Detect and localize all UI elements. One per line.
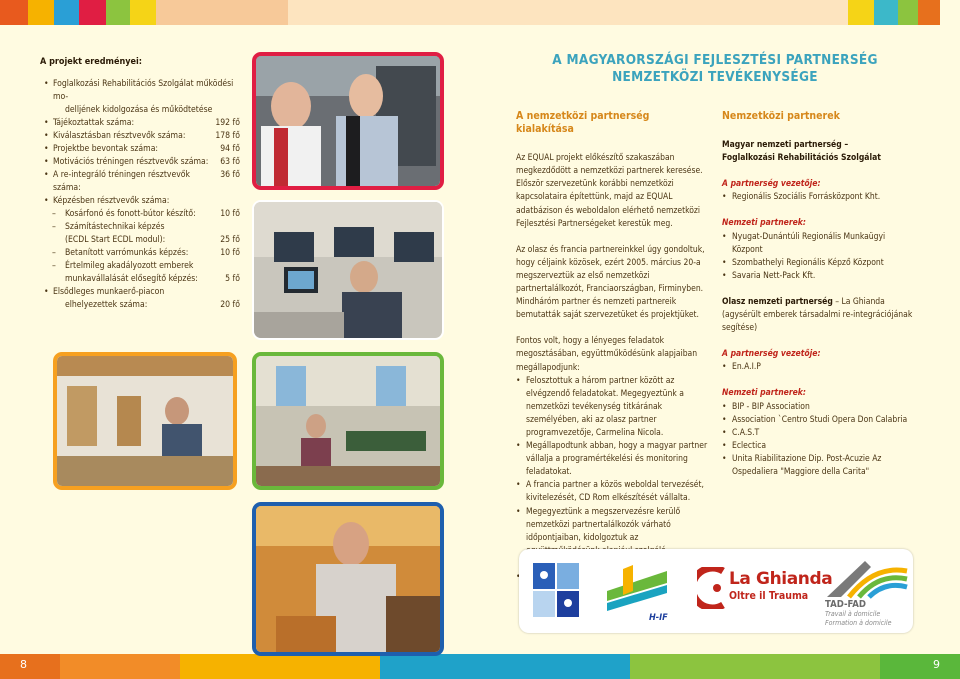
result-label: • A re-integráló tréningen résztvevők száma: — [53, 170, 190, 193]
hu-national-item: • Savaria Nett-Pack Kft. — [722, 270, 914, 283]
it-lead-list — [722, 361, 914, 374]
result-item — [40, 156, 240, 169]
result-item — [40, 208, 240, 221]
result-value: 36 fő — [220, 170, 240, 180]
puzzle-logo — [531, 561, 583, 621]
result-item — [40, 78, 240, 104]
photo-basket-weaving — [53, 352, 237, 490]
result-label: • Foglalkozási Rehabilitációs Szolgálat működési mo- — [53, 79, 234, 102]
it-national-label: Nemzeti partnerek: — [722, 388, 806, 399]
hu-national-item: • Nyugat-Dunántúli Regionális Munkaügyi Központ — [722, 231, 914, 257]
result-label: delljének kidolgozása és működtetése — [65, 105, 213, 115]
tadfad-name: TAD-FAD — [825, 599, 866, 610]
tadfad-line1: Travail à domicile — [825, 610, 881, 618]
agreement-item: • Megegyeztünk a megszervezésre kerülő nemzetközi partnertalálkozók várható időpontjaiban, kidolgoztuk az — [516, 506, 708, 571]
result-item — [40, 143, 240, 156]
laghianda-mark — [697, 567, 727, 609]
it-national-item: • Unita Riabilitazione Dip. Post-Acuzie Az Ospedaliera "Maggiore della Carita" — [722, 453, 914, 479]
hu-national-label: Nemzeti partnerek: — [722, 218, 806, 229]
result-item — [40, 260, 240, 273]
formation-paragraph-2: Az olasz és francia partnereinkkel úgy gondoltuk, hogy céljaink közösek, ezért 2005. március 20-a megszerveztük az első nemzetközi partnertalálkozót, Franciaországban, Firminyben. Mindháróm partner és nemzeti partnereik bemutatták saját szervezetüket és projektjüket. — [516, 244, 705, 321]
result-value: 10 fő — [220, 248, 240, 258]
photo-cleaning-image — [256, 506, 440, 652]
partnership-formation-column — [516, 110, 708, 623]
international-partners-column — [722, 110, 914, 479]
result-item — [40, 195, 240, 208]
result-label: – Betanított varrómunkás képzés: — [65, 248, 189, 258]
page-number-left: 8 — [20, 658, 27, 671]
result-item — [40, 286, 240, 299]
result-item — [40, 247, 240, 260]
page-number-right: 9 — [933, 658, 940, 671]
title-line2: NEMZETKÖZI TEVÉKENYSÉGE — [612, 69, 818, 85]
main-title — [520, 52, 910, 86]
photo-cooking-image — [256, 56, 440, 186]
laghianda-tagline: Oltre il Trauma — [729, 590, 809, 602]
result-label: elhelyezettek száma: — [65, 300, 148, 310]
result-label: • Képzésben résztvevők száma: — [53, 196, 170, 206]
result-label: • Tájékoztattak száma: — [53, 118, 135, 128]
photo-computer-room — [252, 200, 444, 340]
result-item — [40, 234, 240, 247]
result-value: 192 fő — [215, 118, 240, 128]
it-partnership-rest: – La Ghianda (agysérült emberek társadalmi re-integrációjának segítése) — [722, 296, 913, 334]
project-results — [40, 56, 240, 312]
it-lead-item: • En.A.I.P — [722, 361, 914, 374]
result-label: munkavállalását elősegítő képzés: — [65, 274, 198, 284]
results-list — [40, 78, 240, 312]
result-item — [40, 273, 240, 286]
it-partnership — [722, 296, 914, 335]
it-lead-label: A partnerség vezetője: — [722, 349, 821, 360]
results-title: A projekt eredményei: — [40, 57, 143, 67]
result-label: – Számítástechnikai képzés — [65, 222, 165, 232]
result-value: 63 fő — [220, 157, 240, 167]
partner-logo-bar — [519, 549, 913, 633]
result-value: 20 fő — [220, 300, 240, 310]
it-national-item: • Eclectica — [722, 440, 914, 453]
top-color-strip — [0, 0, 960, 25]
hu-lead-item: • Regionális Szociális Forrásközpont Kht. — [722, 191, 914, 204]
hu-national-list — [722, 231, 914, 283]
agreement-item: • Megállapodtunk abban, hogy a magyar partner vállalja a programértékelési és monitoring feladatokat. — [516, 440, 708, 479]
result-item — [40, 104, 240, 117]
result-label: • Motivációs tréningen résztvevők száma: — [53, 157, 209, 167]
bottom-color-strip — [0, 654, 960, 679]
result-value: 25 fő — [220, 235, 240, 245]
result-label: (ECDL Start ECDL modul): — [65, 235, 166, 245]
photo-sewing-room — [252, 352, 444, 490]
result-value: 5 fő — [225, 274, 240, 284]
hu-lead-label: A partnerség vezetője: — [722, 179, 821, 190]
formation-paragraph-1: Az EQUAL projekt előkészítő szakaszában megkezdődött a nemzetközi partnerek keresése. Először szervezetünk korábbi nemzetközi kapcsolataira építettünk, majd az EQUAL adatbázison és weboldalon elérhető nemzetközi Fejlesztési Partnerségeket kerestük meg. — [516, 153, 703, 229]
formation-paragraph-3: Fontos volt, hogy a lényeges feladatok megosztásában, együttműködésünk alapjaiban megállapodjunk: — [516, 336, 698, 373]
result-label: • Projektbe bevontak száma: — [53, 144, 159, 154]
it-national-list — [722, 401, 914, 480]
it-national-item: • BIP - BIP Association — [722, 401, 914, 414]
formation-heading: A nemzetközi partnerség kialakítása — [516, 110, 650, 136]
tadfad-mark — [819, 557, 909, 599]
agreement-item: • Felosztottuk a három partner között az elvégzendő feladatokat. Megegyeztünk a nemzetközi tevékenység titkárának személyében, aki az olasz partner programvezetője, Carmelina Nicola. — [516, 375, 708, 440]
photo-computer-image — [254, 202, 442, 338]
result-value: 10 fő — [220, 209, 240, 219]
result-value: 178 fő — [215, 131, 240, 141]
tadfad-line2: Formation à domicile — [825, 619, 892, 627]
hu-partnership-line2: Foglalkozási Rehabilitációs Szolgálat — [722, 153, 881, 164]
result-label: • Elsődleges munkaerő-piacon — [53, 287, 165, 297]
agreement-item: • A francia partner a közös weboldal tervezését, kivitelezését, CD Rom elkészítését vállalta. — [516, 479, 708, 505]
it-national-item: • Association `Centro Studi Opera Don Calabria — [722, 414, 914, 427]
result-value: 94 fő — [220, 144, 240, 154]
it-national-item: • C.A.S.T — [722, 427, 914, 440]
result-item — [40, 117, 240, 130]
result-label: – Értelmileg akadályozott emberek — [65, 261, 194, 271]
result-item — [40, 130, 240, 143]
hu-national-item: • Szombathelyi Regionális Képző Központ — [722, 257, 914, 270]
result-label: • Kiválasztásban résztvevők száma: — [53, 131, 186, 141]
result-label: – Kosárfonó és fonott-bútor készítő: — [65, 209, 196, 219]
photo-sewing-image — [256, 356, 440, 486]
result-item — [40, 221, 240, 234]
laghianda-name: La Ghianda — [729, 569, 833, 589]
photo-cleaning — [252, 502, 444, 656]
partners-heading: Nemzetközi partnerek — [722, 110, 840, 122]
it-partnership-bold: Olasz nemzeti partnerség — [722, 296, 833, 307]
hu-partnership-line1: Magyar nemzeti partnerség – — [722, 140, 849, 151]
hif-logo-text: H-IF — [649, 613, 668, 623]
photo-weaving-image — [57, 356, 233, 486]
hu-lead-list — [722, 191, 914, 204]
result-item — [40, 169, 240, 195]
title-line1: A MAGYARORSZÁGI FEJLESZTÉSI PARTNERSÉG — [552, 52, 878, 68]
photo-cooking — [252, 52, 444, 190]
result-item — [40, 299, 240, 312]
